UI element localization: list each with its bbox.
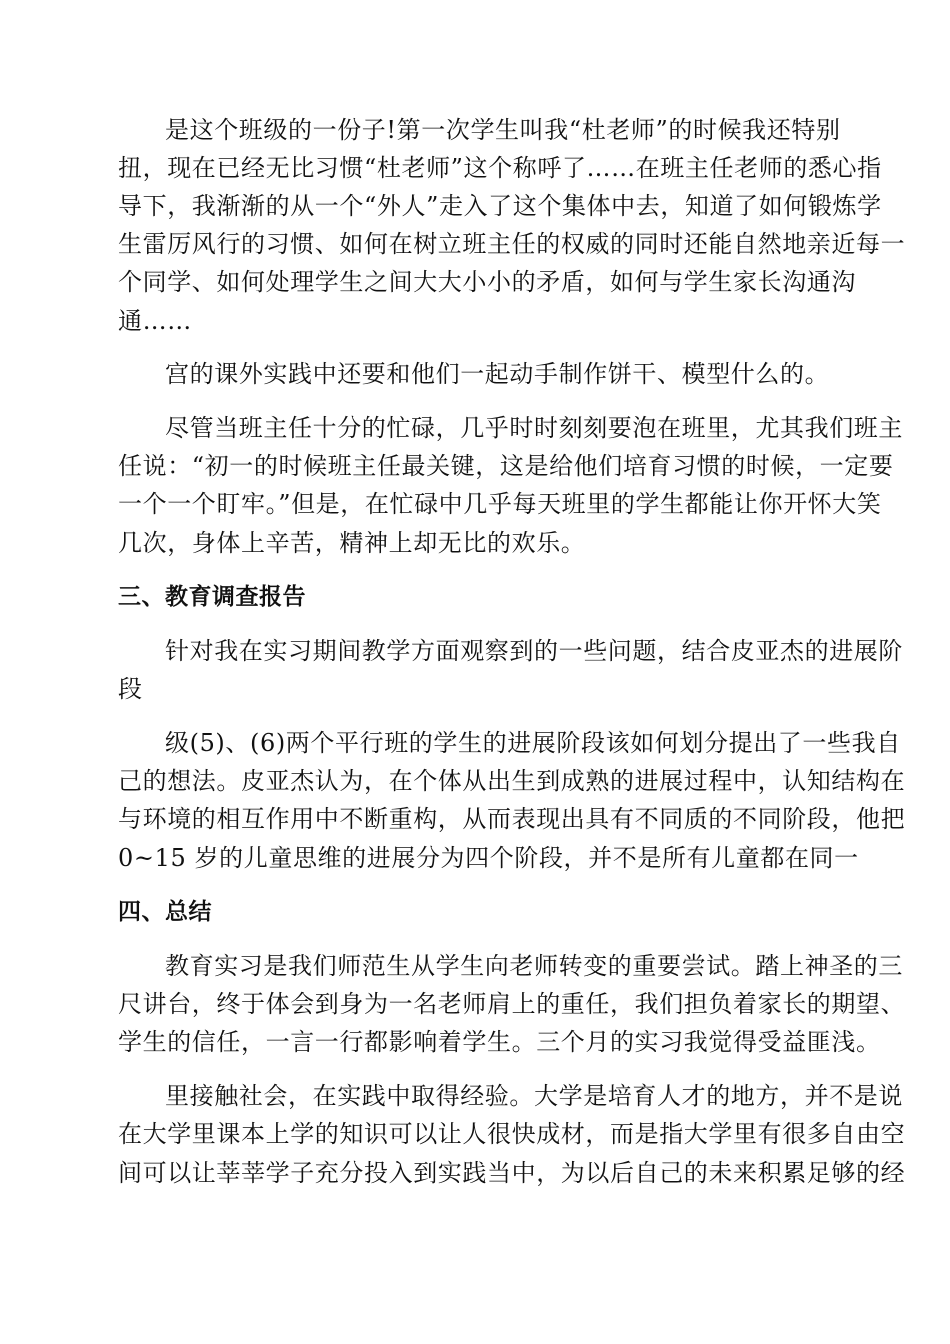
- paragraph-line: 个同学、如何处理学生之间大大小小的矛盾，如何与学生家长沟通沟: [118, 268, 856, 296]
- paragraph-line: 扭，现在已经无比习惯“杜老师”这个称呼了……在班主任老师的悉心指: [118, 154, 882, 182]
- paragraph-line: 导下，我渐渐的从一个“外人”走入了这个集体中去，知道了如何锻炼学: [118, 192, 882, 220]
- paragraph-line: 段: [118, 675, 143, 703]
- section-heading: 三、教育调查报告: [118, 584, 306, 610]
- paragraph-line: 是这个班级的一份子!第一次学生叫我“杜老师”的时候我还特别: [165, 116, 841, 144]
- section-heading: 四、总结: [118, 899, 212, 925]
- paragraph-line: 一个一个盯牢。”但是，在忙碌中几乎每天班里的学生都能让你开怀大笑: [118, 490, 882, 518]
- paragraph-line: 0~15 岁的儿童思维的进展分为四个阶段，并不是所有儿童都在同一: [118, 844, 859, 872]
- paragraph-line: 尺讲台，终于体会到身为一名老师肩上的重任，我们担负着家长的期望、: [118, 990, 906, 1018]
- paragraph-line: 与环境的相互作用中不断重构，从而表现出具有不同质的不同阶段，他把: [118, 805, 906, 833]
- paragraph-line: 生雷厉风行的习惯、如何在树立班主任的权威的同时还能自然地亲近每一: [118, 230, 906, 258]
- paragraph-line: 己的想法。皮亚杰认为，在个体从出生到成熟的进展过程中，认知结构在: [118, 767, 906, 795]
- paragraph-line: 学生的信任，一言一行都影响着学生。三个月的实习我觉得受益匪浅。: [118, 1028, 881, 1056]
- paragraph-line: 间可以让莘莘学子充分投入到实践当中，为以后自己的未来积累足够的经: [118, 1159, 906, 1187]
- paragraph-line: 针对我在实习期间教学方面观察到的一些问题，结合皮亚杰的进展阶: [165, 637, 903, 665]
- paragraph-line: 通……: [118, 307, 192, 335]
- paragraph-line: 尽管当班主任十分的忙碌，几乎时时刻刻要泡在班里，尤其我们班主: [165, 414, 903, 442]
- paragraph-line: 任说：“初一的时候班主任最关键，这是给他们培育习惯的时候，一定要: [118, 452, 894, 480]
- paragraph-line: 里接触社会，在实践中取得经验。大学是培育人才的地方，并不是说: [165, 1082, 903, 1110]
- paragraph-line: 在大学里课本上学的知识可以让人很快成材，而是指大学里有很多自由空: [118, 1120, 906, 1148]
- paragraph-line: 几次，身体上辛苦，精神上却无比的欢乐。: [118, 529, 586, 557]
- paragraph-line: 级(5)、(6)两个平行班的学生的进展阶段该如何划分提出了一些我自: [165, 729, 901, 757]
- paragraph-line: 教育实习是我们师范生从学生向老师转变的重要尝试。踏上神圣的三: [165, 952, 903, 980]
- paragraph-line: 宫的课外实践中还要和他们一起动手制作饼干、模型什么的。: [165, 360, 830, 388]
